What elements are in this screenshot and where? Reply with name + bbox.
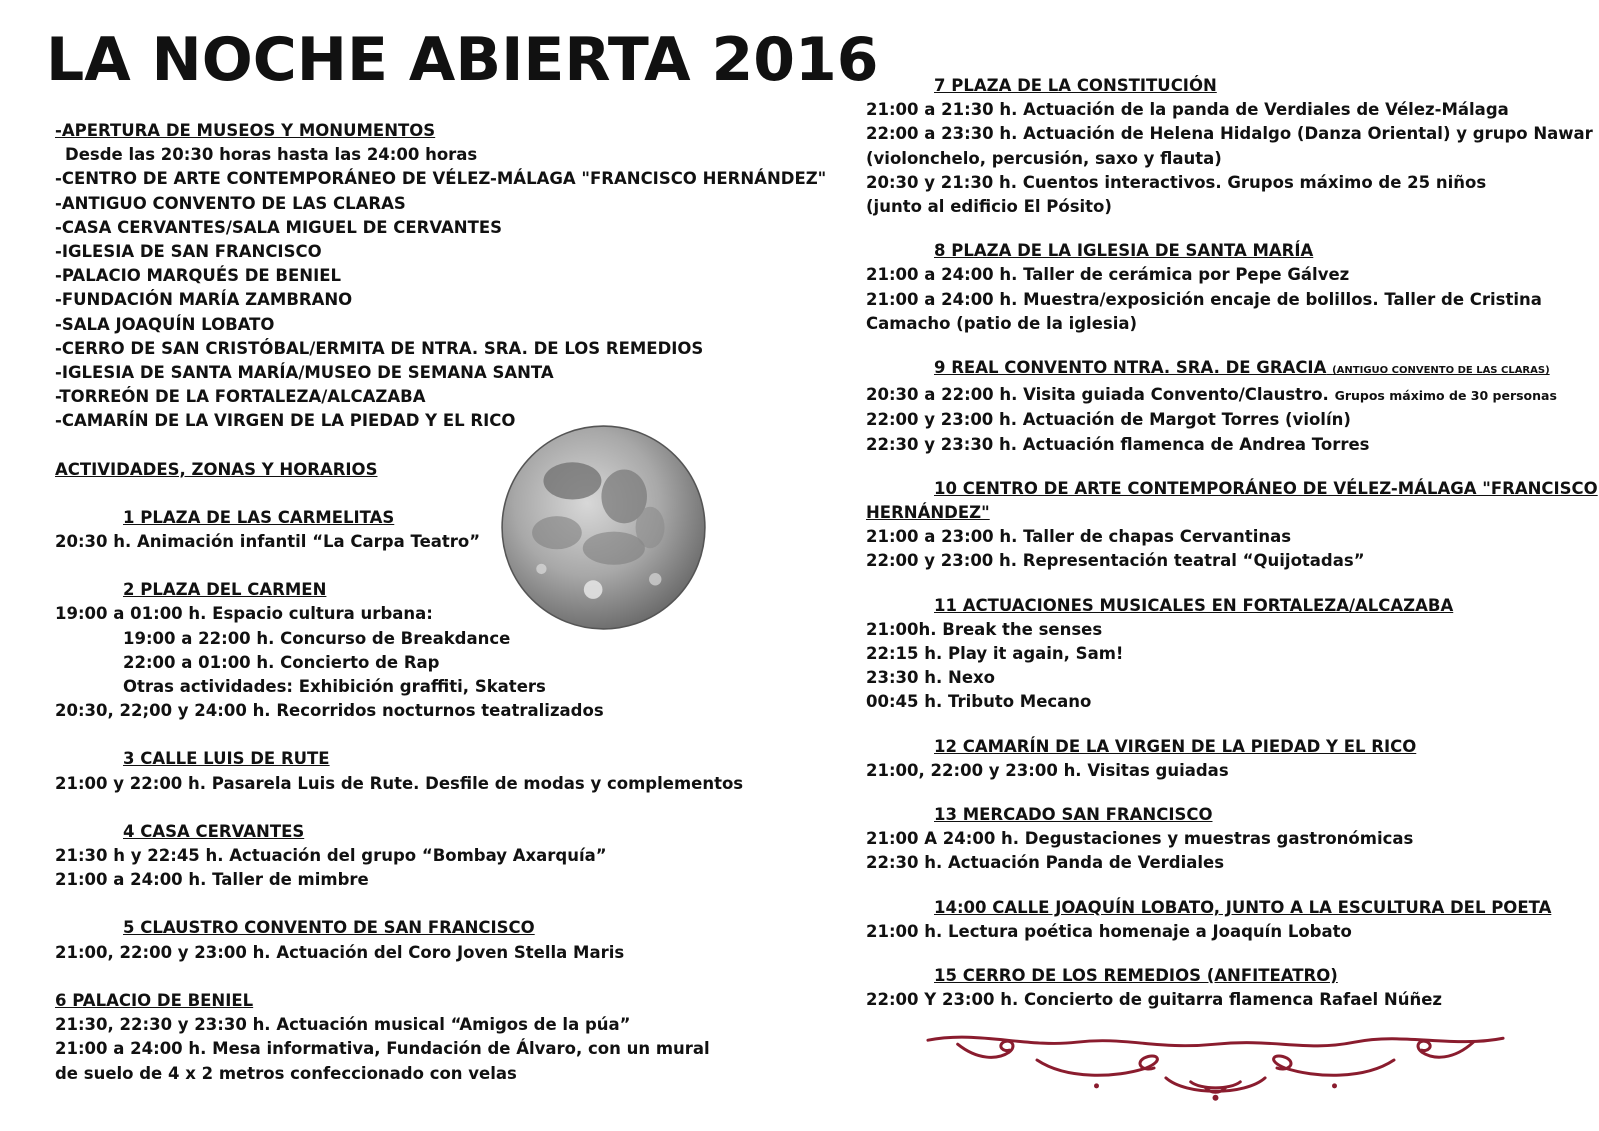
section-title-14: 14:00 CALLE JOAQUÍN LOBATO, JUNTO A LA ESCULTURA DEL POETA bbox=[934, 897, 1552, 917]
section-line: 19:00 a 01:00 h. Espacio cultura urbana: bbox=[55, 604, 433, 624]
museum-item: -IGLESIA DE SANTA MARÍA/MUSEO DE SEMANA SANTA bbox=[55, 363, 554, 383]
section-line: 21:00 A 24:00 h. Degustaciones y muestras gastronómicas bbox=[866, 829, 1414, 849]
section-line-main: 20:30 a 22:00 h. Visita guiada Convento/Claustro. bbox=[866, 385, 1329, 405]
section-line: 21:00 a 24:00 h. Muestra/exposición encaje de bolillos. Taller de Cristina bbox=[866, 289, 1542, 309]
section-line-note: Grupos máximo de 30 personas bbox=[1334, 388, 1557, 404]
section-line: (junto al edificio El Pósito) bbox=[866, 197, 1112, 217]
museum-item: -IGLESIA DE SAN FRANCISCO bbox=[55, 242, 322, 262]
museums-header: -APERTURA DE MUSEOS Y MONUMENTOS bbox=[55, 121, 436, 140]
page-title: LA NOCHE ABIERTA 2016 bbox=[46, 25, 879, 95]
section-title-2: 2 PLAZA DEL CARMEN bbox=[123, 580, 327, 600]
section-line: 21:00 a 24:00 h. Taller de cerámica por Pepe Gálvez bbox=[866, 265, 1350, 285]
section-line: 23:30 h. Nexo bbox=[866, 668, 996, 688]
section-line: 22:00 a 23:30 h. Actuación de Helena Hidalgo (Danza Oriental) y grupo Nawar bbox=[866, 124, 1593, 144]
section-line: 22:30 h. Actuación Panda de Verdiales bbox=[866, 853, 1225, 873]
section-line: Otras actividades: Exhibición graffiti, Skaters bbox=[123, 677, 546, 697]
section-title-3: 3 CALLE LUIS DE RUTE bbox=[123, 749, 330, 769]
decorative-flourish-icon bbox=[918, 1030, 1513, 1102]
section-line: 22:00 y 23:00 h. Representación teatral “Quijotadas” bbox=[866, 551, 1365, 571]
section-line: 21:00 a 24:00 h. Taller de mimbre bbox=[55, 870, 369, 890]
section-line: 22:30 y 23:30 h. Actuación flamenca de Andrea Torres bbox=[866, 434, 1370, 454]
museum-item: -CAMARÍN DE LA VIRGEN DE LA PIEDAD Y EL RICO bbox=[55, 411, 516, 431]
section-title-13: 13 MERCADO SAN FRANCISCO bbox=[934, 805, 1213, 825]
section-line: 22:00 y 23:00 h. Actuación de Margot Torres (violín) bbox=[866, 410, 1351, 430]
section-title-1: 1 PLAZA DE LAS CARMELITAS bbox=[123, 507, 395, 527]
section-title-9-main: 9 REAL CONVENTO NTRA. SRA. DE GRACIA bbox=[934, 358, 1327, 378]
museum-item: -FUNDACIÓN MARÍA ZAMBRANO bbox=[55, 290, 353, 310]
museums-hours: Desde las 20:30 horas hasta las 24:00 horas bbox=[65, 145, 478, 165]
section-line: 22:00 a 01:00 h. Concierto de Rap bbox=[123, 652, 440, 672]
section-line bbox=[866, 383, 1571, 408]
section-line: 19:00 a 22:00 h. Concurso de Breakdance bbox=[123, 628, 511, 648]
section-line: 22:00 Y 23:00 h. Concierto de guitarra flamenca Rafael Núñez bbox=[866, 990, 1443, 1010]
museum-item: -PALACIO MARQUÉS DE BENIEL bbox=[55, 266, 342, 286]
museum-item: -CERRO DE SAN CRISTÓBAL/ERMITA DE NTRA. SRA. DE LOS REMEDIOS bbox=[55, 338, 704, 358]
section-line: 20:30 h. Animación infantil “La Carpa Teatro” bbox=[55, 532, 481, 552]
section-line: 21:00 y 22:00 h. Pasarela Luis de Rute. Desfile de modas y complementos bbox=[55, 773, 744, 793]
full-moon-illustration bbox=[500, 424, 707, 631]
section-title-9-note: (ANTIGUO CONVENTO DE LAS CLARAS) bbox=[1332, 365, 1550, 377]
section-title-11: 11 ACTUACIONES MUSICALES EN FORTALEZA/ALCAZABA bbox=[934, 595, 1454, 615]
activities-header: ACTIVIDADES, ZONAS Y HORARIOS bbox=[55, 459, 378, 479]
section-line: 21:00 a 24:00 h. Mesa informativa, Fundación de Álvaro, con un mural bbox=[55, 1039, 710, 1059]
section-line: 21:00 a 23:00 h. Taller de chapas Cervantinas bbox=[866, 527, 1292, 547]
museum-item: -SALA JOAQUÍN LOBATO bbox=[55, 314, 275, 334]
museum-item: -CASA CERVANTES/SALA MIGUEL DE CERVANTES bbox=[55, 217, 503, 237]
section-line: (violonchelo, percusión, saxo y flauta) bbox=[866, 148, 1222, 168]
section-line: 22:15 h. Play it again, Sam! bbox=[866, 644, 1124, 664]
section-line: 21:00 a 21:30 h. Actuación de la panda de Verdiales de Vélez-Málaga bbox=[866, 100, 1509, 120]
section-title-15: 15 CERRO DE LOS REMEDIOS (ANFITEATRO) bbox=[934, 966, 1338, 986]
section-line: 21:00h. Break the senses bbox=[866, 619, 1103, 639]
section-line: Camacho (patio de la iglesia) bbox=[866, 313, 1138, 333]
section-title-8: 8 PLAZA DE LA IGLESIA DE SANTA MARÍA bbox=[934, 241, 1314, 261]
section-line: 00:45 h. Tributo Mecano bbox=[866, 692, 1092, 712]
section-line: 20:30 y 21:30 h. Cuentos interactivos. Grupos máximo de 25 niños bbox=[866, 172, 1487, 192]
section-line: 21:30, 22:30 y 23:30 h. Actuación musical “Amigos de la púa” bbox=[55, 1015, 631, 1035]
section-line: 21:00, 22:00 y 23:00 h. Visitas guiadas bbox=[866, 760, 1229, 780]
section-line: de suelo de 4 x 2 metros confeccionado con velas bbox=[55, 1063, 517, 1083]
section-line: 21:00 h. Lectura poética homenaje a Joaquín Lobato bbox=[866, 921, 1352, 941]
museum-item: -CENTRO DE ARTE CONTEMPORÁNEO DE VÉLEZ-MÁLAGA "FRANCISCO HERNÁNDEZ" bbox=[55, 169, 827, 189]
section-title-7: 7 PLAZA DE LA CONSTITUCIÓN bbox=[934, 76, 1217, 95]
museum-item: -ANTIGUO CONVENTO DE LAS CLARAS bbox=[55, 193, 406, 213]
section-line: 20:30, 22;00 y 24:00 h. Recorridos nocturnos teatralizados bbox=[55, 701, 604, 721]
section-title-6: 6 PALACIO DE BENIEL bbox=[55, 990, 254, 1010]
section-line: 21:30 h y 22:45 h. Actuación del grupo “Bombay Axarquía” bbox=[55, 846, 607, 866]
section-line: 21:00, 22:00 y 23:00 h. Actuación del Coro Joven Stella Maris bbox=[55, 942, 625, 962]
section-title-10: 10 CENTRO DE ARTE CONTEMPORÁNEO DE VÉLEZ-MÁLAGA "FRANCISCO bbox=[934, 478, 1598, 498]
section-title-4: 4 CASA CERVANTES bbox=[123, 821, 305, 841]
right-column bbox=[866, 74, 1598, 1013]
museum-item: -TORREÓN DE LA FORTALEZA/ALCAZABA bbox=[55, 387, 426, 407]
section-title-12: 12 CAMARÍN DE LA VIRGEN DE LA PIEDAD Y EL RICO bbox=[934, 736, 1417, 756]
section-title-10-cont: HERNÁNDEZ" bbox=[866, 503, 990, 523]
section-title-9 bbox=[866, 356, 1571, 383]
section-title-5: 5 CLAUSTRO CONVENTO DE SAN FRANCISCO bbox=[123, 918, 535, 938]
